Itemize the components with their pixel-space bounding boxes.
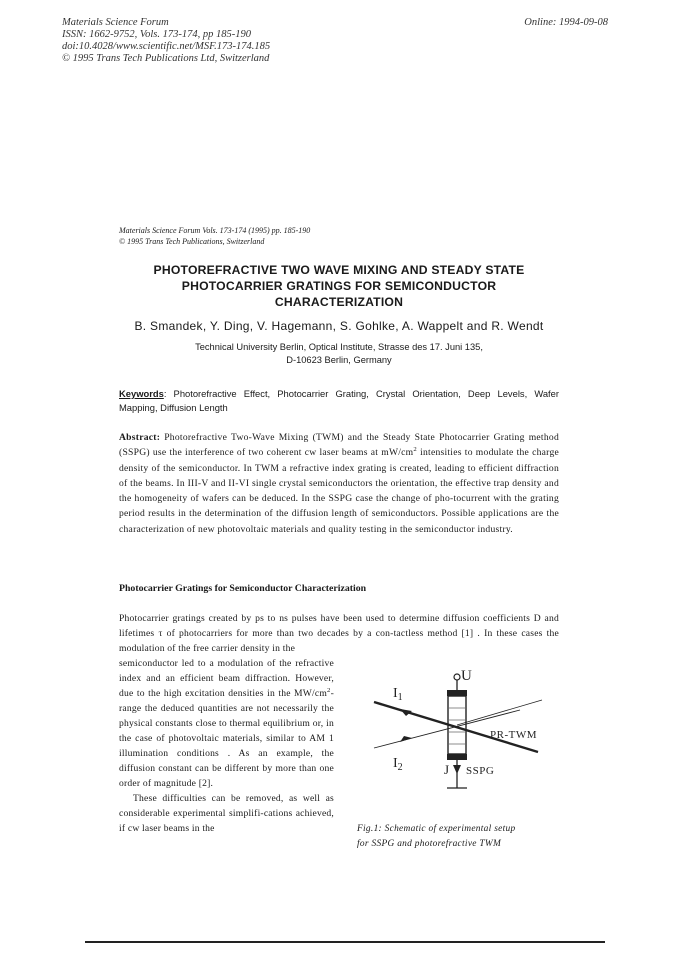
body-column-superscript: 2 [327,686,331,694]
terminal-circle [454,674,460,680]
figure-caption [357,822,557,852]
paper-title-line3: CHARACTERIZATION [274,295,404,309]
abstract-text-part1: Photorefractive Two-Wave Mixing (TWM) and the Steady State Photocarrier Grating method (SSPG) use the interference of two coherent cw laser beams at mW/cm [119,432,559,459]
label-i1 [393,686,403,703]
header-line-doi[interactable]: doi:10.4028/www.scientific.net/MSF.173-174.185 [62,41,271,52]
section-heading: Photocarrier Gratings for Semiconductor Characterization [119,583,367,594]
journal-reference [119,225,310,247]
journal-reference-line2: © 1995 Trans Tech Publications, Switzerland [119,237,265,246]
abstract-superscript: 2 [413,446,417,454]
body-column-text-part2: -range the deduced quantities are not necessarily the physical constants close to thermal equilibrium or, in the case of photovoltaic materials, similar to AM 1 illumination conditions . As an example, the diffusion constant can be different by more than one order of magnitude [2]. [119,688,334,789]
affiliation-line2: D-10623 Berlin, Germany [286,354,392,365]
label-u: U [461,668,472,684]
paper-title [100,262,578,310]
abstract [119,430,559,537]
body-column-paragraph-2: These difficulties can be removed, as well as considerable experimental simplifi-cations achieved, if cw laser beams in the [119,793,334,834]
page-bottom-rule [85,941,605,943]
paper-title-line1: PHOTOREFRACTIVE TWO WAVE MIXING AND STEADY STATE [153,263,525,277]
keywords-label: Keywords [119,388,164,399]
figure-caption-line1: Fig.1: Schematic of experimental setup [357,824,516,834]
label-i2 [393,756,403,773]
label-sspg: SSPG [466,765,495,777]
body-column-text-part1: semiconductor led to a modulation of the refractive index and an efficient beam diffraction. However, due to the high excitation densities in the MW/cm [119,658,334,699]
author-list: B. Smandek, Y. Ding, V. Hagemann, S. Gohlke, A. Wappelt and R. Wendt [134,319,544,333]
label-i1-main: I [393,686,398,701]
label-i1-subscript: 1 [397,692,403,703]
journal-reference-line1: Materials Science Forum Vols. 173-174 (1995) pp. 185-190 [119,226,311,235]
header-line-journal: Materials Science Forum [62,17,169,28]
publication-header [62,17,270,65]
body-paragraph-1: Photocarrier gratings created by ps to ns pulses have been used to determine diffusion coefficients D and lifetimes τ of photocarriers for more than two decades by a con-tactless method [1] . In these cases the modulation of the free carrier density in the [119,613,559,654]
affiliation-line1: Technical University Berlin, Optical Institute, Strasse des 17. Juni 135, [195,342,483,352]
bottom-electrode [447,754,467,760]
online-date: Online: 1994-09-08 [524,17,608,28]
body-column [119,656,334,836]
beam-pr-twm [457,700,542,725]
label-pr-twm: PR-TWM [490,729,537,741]
top-electrode [447,690,467,696]
current-arrow [453,765,461,774]
body-column-paragraph [119,656,334,791]
label-i2-main: I [393,756,398,771]
keywords [119,387,559,415]
header-line-copyright: © 1995 Trans Tech Publications Ltd, Switzerland [62,53,270,64]
abstract-label: Abstract: [119,432,161,443]
label-j: J [444,762,450,777]
abstract-text-part2: intensities to modulate the charge density of the semiconductor. In TWM a refractive index grating is created, leading to efficient diffraction of the beams. In III-V and II-VI single crystal semiconductors the orientation, the effective trap density and the homogeneity of wafers can be deduced. In the SSPG case the change of pho-tocurrent with the grating period results in the determination of the diffusion length of semiconductors. Possible applications are the characterization of new photovoltaic materials and quality testing in the semiconductor industry. [119,447,559,535]
header-line-issn: ISSN: 1662-9752, Vols. 173-174, pp 185-190 [62,29,251,40]
affiliation [100,341,578,366]
setup-schematic [360,660,560,820]
keywords-text: : Photorefractive Effect, Photocarrier Grating, Crystal Orientation, Deep Levels, Wafer Mapping, Diffusion Length [119,388,559,413]
label-i2-subscript: 2 [397,762,403,773]
figure-caption-line2: for SSPG and photorefractive TWM [357,839,502,849]
paper-title-line2: PHOTOCARRIER GRATINGS FOR SEMICONDUCTOR [181,279,497,293]
